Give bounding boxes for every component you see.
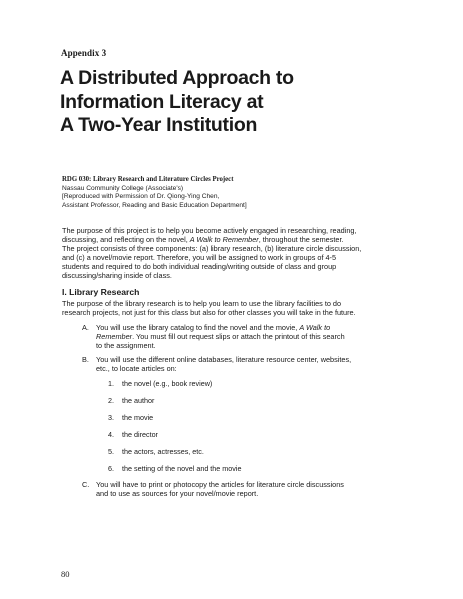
subitem-text: the author: [122, 396, 155, 405]
paragraph-line: research projects, not just for this class but also for other classes you will take in the future.: [62, 308, 356, 318]
paragraph-line: The project consists of three components: (a) library research, (b) literature circle discussion,: [62, 244, 362, 254]
item-line: [96, 323, 330, 332]
subitem-text: the director: [122, 430, 158, 439]
permission-line: [Reproduced with Permission of Dr. Qiong-Ying Chen,: [62, 193, 220, 201]
subitem-number: 2.: [108, 396, 114, 405]
item-letter: C.: [82, 480, 90, 489]
position-line: Assistant Professor, Reading and Basic Education Department]: [62, 201, 247, 209]
item-line: You will use the different online databases, literature resource center, websites,: [96, 355, 352, 364]
text-span: , throughout the semester.: [258, 235, 344, 245]
title-line: Information Literacy at: [60, 90, 264, 113]
paragraph-line: [62, 235, 407, 244]
course-info-block: [62, 176, 247, 210]
item-letter: A.: [82, 323, 89, 332]
subitem-text: the actors, actresses, etc.: [122, 447, 204, 456]
subitem-text: the setting of the novel and the movie: [122, 464, 242, 473]
text-span: . You must fill out request slips or attach the printout of this search: [132, 332, 345, 341]
title-line: A Distributed Approach to: [60, 67, 294, 89]
document-title: [60, 67, 294, 138]
subitem-number: 5.: [108, 447, 114, 456]
subitem-number: 6.: [108, 464, 114, 473]
text-span: You will use the library catalog to find the novel and the movie,: [96, 323, 300, 332]
title-line: A Two-Year Institution: [60, 114, 258, 136]
item-line: etc., to locate articles on:: [96, 364, 177, 373]
item-line: You will have to print or photocopy the articles for literature circle discussions: [96, 480, 344, 489]
novel-title: Remember: [96, 332, 133, 341]
subitem-number: 3.: [108, 413, 114, 422]
subitem-text: the movie: [122, 413, 154, 422]
section-paragraph: [62, 299, 407, 317]
item-letter: B.: [82, 355, 89, 364]
item-line: to the assignment.: [96, 341, 156, 350]
novel-title: A Walk to: [299, 323, 331, 332]
subitem-number: 1.: [108, 379, 114, 388]
subitem-text: the novel (e.g., book review): [122, 379, 213, 388]
subitem-number: 4.: [108, 430, 114, 439]
item-line: and to use as sources for your novel/movie report.: [96, 489, 259, 498]
page-number: 80: [61, 569, 70, 579]
paragraph-line: The purpose of the library research is to help you learn to use the library facilities to do: [62, 299, 342, 308]
paragraph-line: The purpose of this project is to help you become actively engaged in researching, reading,: [62, 226, 357, 235]
institution-line: Nassau Community College (Associate's): [62, 184, 184, 192]
paragraph-line: discussing/sharing inside of class.: [62, 271, 172, 281]
item-line: [96, 332, 345, 341]
intro-paragraph: [62, 226, 407, 281]
section-heading: I. Library Research: [62, 287, 140, 297]
paragraph-line: students and required to do both individual reading/writing outside of class and group: [62, 262, 337, 272]
paragraph-line: and (c) a novel/movie report. Therefore, you will be assigned to work in groups of 4-5: [62, 253, 337, 263]
novel-title: A Walk to Remember: [189, 235, 259, 245]
text-span: discussing, and reflecting on the novel,: [62, 235, 190, 245]
appendix-label: Appendix 3: [61, 48, 107, 58]
course-title: RDG 030: Library Research and Literature Circles Project: [62, 176, 234, 183]
